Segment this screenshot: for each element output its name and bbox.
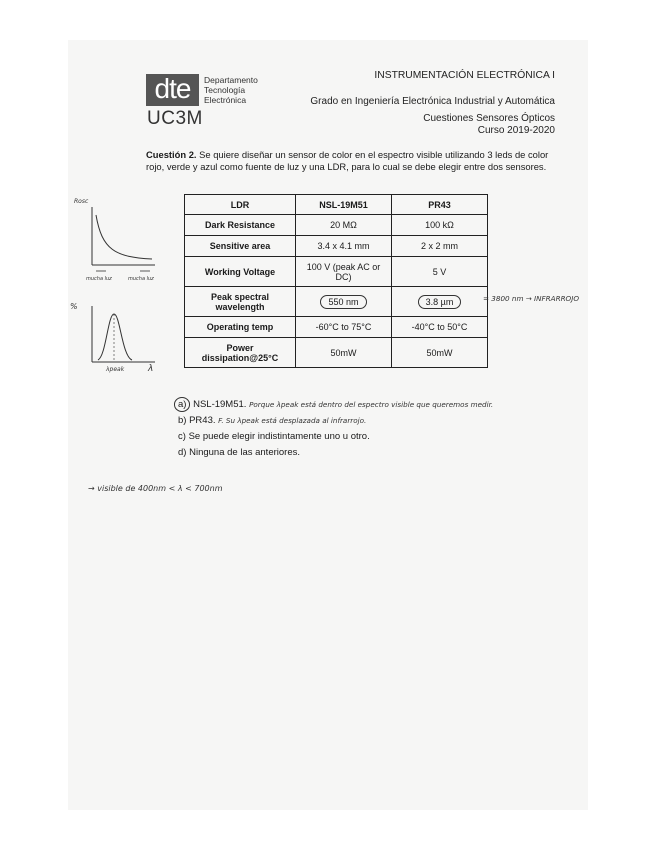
table-cell: 100 kΩ: [392, 215, 488, 236]
degree-title: Grado en Ingeniería Electrónica Industrial y Automática: [310, 96, 555, 107]
circled-value: 3.8 µm: [418, 295, 462, 309]
table-header: LDR: [185, 195, 296, 215]
sketch2-xlabel: λpeak: [106, 366, 125, 373]
option-d: [178, 447, 300, 458]
table-cell: 100 V (peak AC or DC): [296, 257, 392, 287]
circled-value: 550 nm: [320, 295, 366, 309]
table-row: [185, 338, 488, 368]
question-body: Se quiere diseñar un sensor de color en el espectro visible utilizando 3 leds de color rojo, verde y azul como fuente de luz y una LDR, para lo cual se debe elegir entre dos sensores.: [146, 149, 549, 172]
spec-table: [184, 194, 488, 368]
table-cell: Dark Resistance: [185, 215, 296, 236]
sketch1-ylabel: Rosc: [74, 198, 89, 205]
table-cell: -40°C to 50°C: [392, 317, 488, 338]
option-text: PR43.: [189, 415, 216, 426]
option-c: [178, 431, 370, 442]
table-row: [185, 257, 488, 287]
course-title: INSTRUMENTACIÓN ELECTRÓNICA I: [374, 70, 555, 81]
table-cell: 50mW: [296, 338, 392, 368]
option-text: NSL-19M51.: [193, 399, 247, 410]
sketch1-xlabel-right: mucha luz: [128, 276, 154, 282]
option-letter: b): [178, 415, 187, 426]
handwritten-visible-range: → visible de 400nm < λ < 700nm: [88, 484, 223, 493]
logo-university: UC3M: [147, 108, 203, 129]
option-a: [178, 397, 493, 412]
table-row: [185, 317, 488, 338]
sketch2-axis-label: λ: [148, 364, 154, 374]
option-b: [178, 415, 366, 426]
table-cell: Operating temp: [185, 317, 296, 338]
handwritten-infrared-note: = 3800 nm → INFRARROJO: [483, 294, 579, 303]
table-header-row: [185, 195, 488, 215]
option-letter: d): [178, 447, 187, 458]
question-text: [146, 149, 561, 173]
table-cell: Power dissipation@25°C: [185, 338, 296, 368]
table-cell: [296, 287, 392, 317]
table-header: PR43: [392, 195, 488, 215]
logo-department: Departamento Tecnología Electrónica: [204, 75, 258, 105]
option-note: Porque λpeak está dentro del espectro visible que queremos medir.: [249, 400, 494, 409]
table-cell: Sensitive area: [185, 236, 296, 257]
option-letter: c): [178, 431, 186, 442]
table-cell: 3.4 x 4.1 mm: [296, 236, 392, 257]
question-label: Cuestión 2.: [146, 149, 197, 160]
sketch1-xlabel-left: mucha luz: [86, 276, 112, 282]
option-text: Se puede elegir indistintamente uno u otro.: [188, 431, 370, 442]
option-text: Ninguna de las anteriores.: [189, 447, 300, 458]
table-cell: 50mW: [392, 338, 488, 368]
table-row: [185, 236, 488, 257]
table-cell: -60°C to 75°C: [296, 317, 392, 338]
table-header: NSL-19M51: [296, 195, 392, 215]
table-cell: 5 V: [392, 257, 488, 287]
table-cell: [392, 287, 488, 317]
table-row: [185, 215, 488, 236]
table-cell: 2 x 2 mm: [392, 236, 488, 257]
table-cell: Working Voltage: [185, 257, 296, 287]
table-cell: 20 MΩ: [296, 215, 392, 236]
logo-mark: dte: [146, 74, 199, 106]
option-note: F. Su λpeak está desplazada al infrarrojo.: [218, 416, 367, 425]
sketch2-ylabel: %: [70, 302, 78, 311]
table-row: [185, 287, 488, 317]
course-year: Curso 2019-2020: [477, 125, 555, 136]
option-letter: a): [174, 397, 190, 412]
table-cell: Peak spectral wavelength: [185, 287, 296, 317]
topic-title: Cuestiones Sensores Ópticos: [423, 113, 555, 124]
